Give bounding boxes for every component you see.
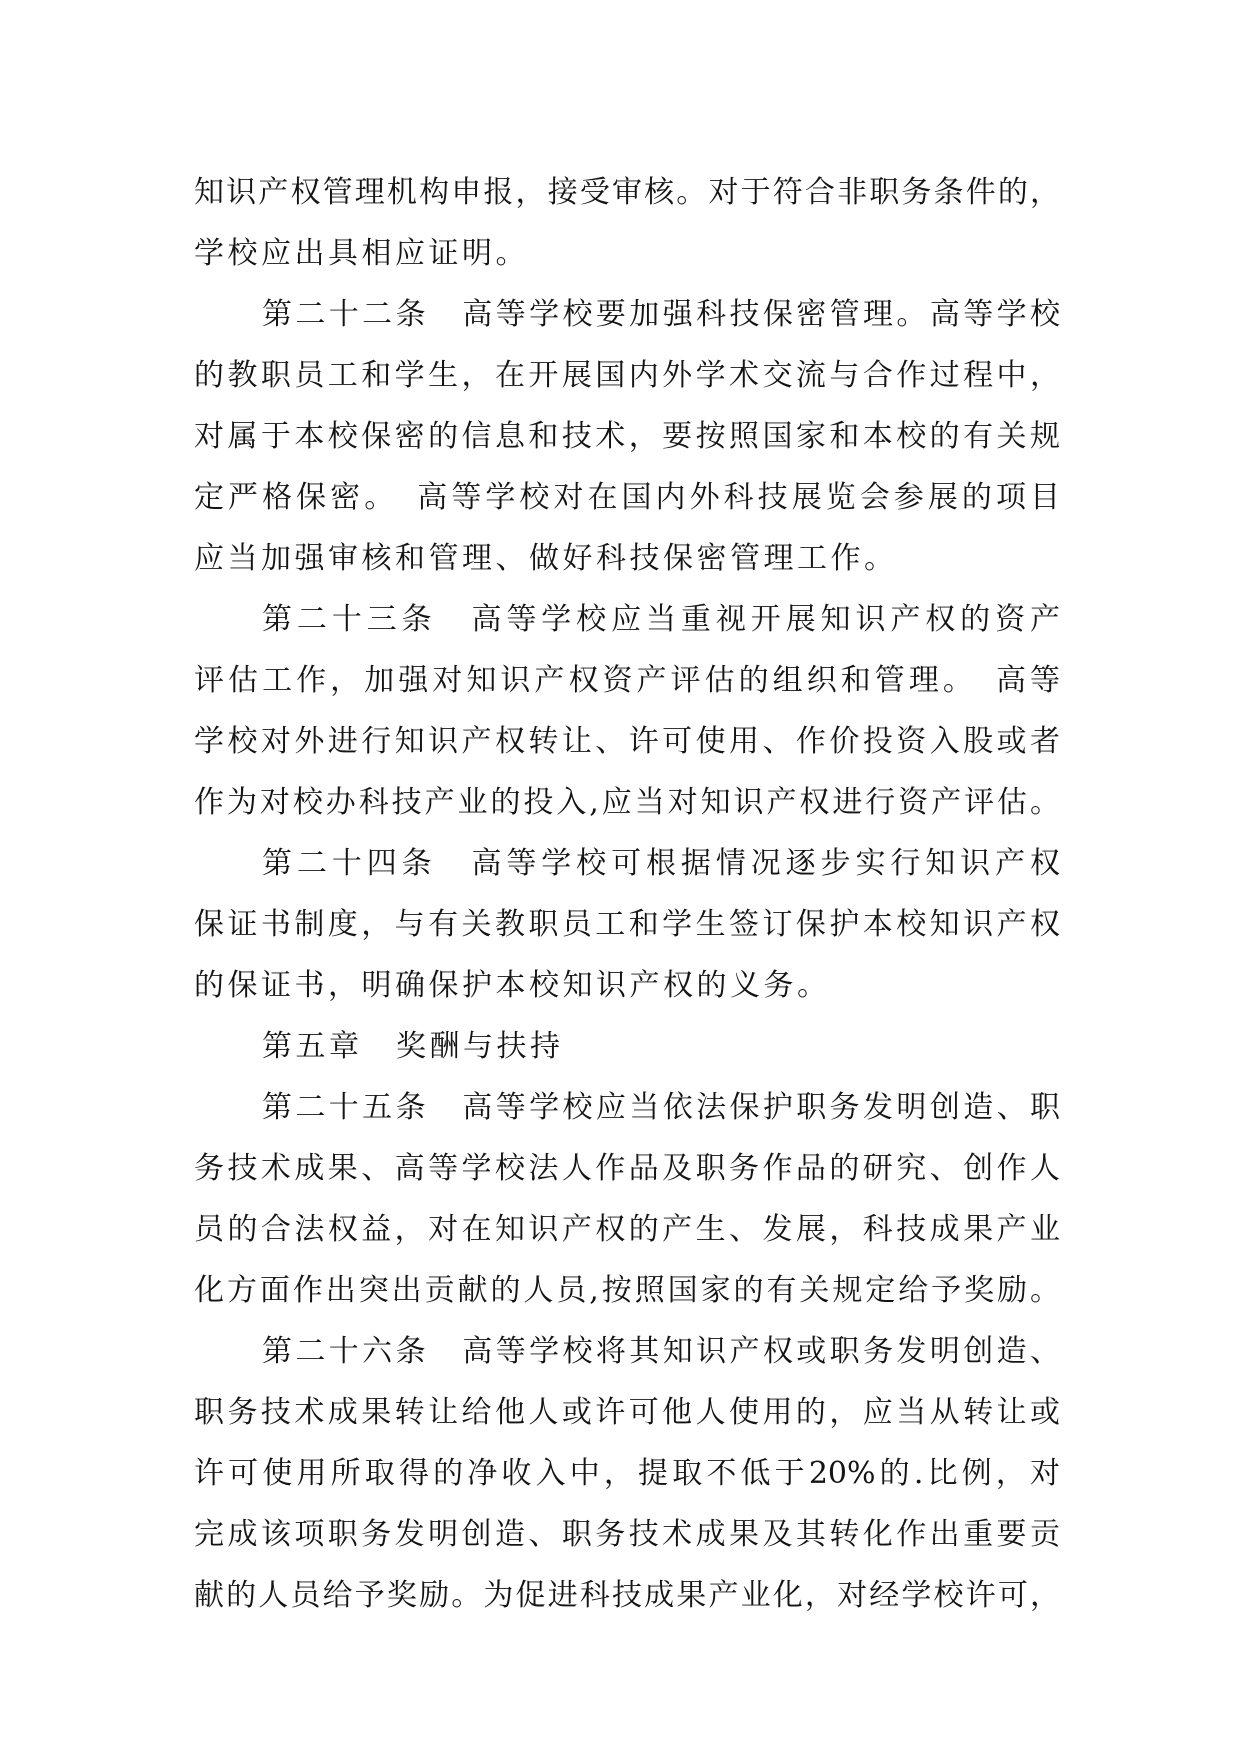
paragraph-article-23 (194, 589, 1060, 833)
paragraph-article-25 (194, 1077, 1060, 1321)
article-heading-line: 第二十二条 高等学校要加强科技保密管理。高等学校 (262, 297, 1060, 332)
text-line: 定严格保密。 高等学校对在国内外科技展览会参展的项目 (194, 480, 1060, 515)
text-line: 的教职员工和学生，在开展国内外学术交流与合作过程中， (194, 358, 1060, 393)
text-line: 对属于本校保密的信息和技术，要按照国家和本校的有关规 (194, 419, 1060, 454)
paragraph-article-26 (194, 1321, 1060, 1626)
document-body (194, 162, 1060, 1626)
text-line: 化方面作出突出贡献的人员,按照国家的有关规定给予奖励。 (194, 1273, 1060, 1308)
text-line: 许可使用所取得的净收入中，提取不低于20%的.比例，对 (194, 1456, 1060, 1491)
article-heading-line: 第二十三条 高等学校应当重视开展知识产权的资产 (262, 602, 1060, 637)
text-line: 完成该项职务发明创造、职务技术成果及其转化作出重要贡 (194, 1517, 1060, 1552)
text-line: 应当加强审核和管理、做好科技保密管理工作。 (194, 541, 898, 576)
text-line: 保证书制度，与有关教职员工和学生签订保护本校知识产权 (194, 907, 1060, 942)
text-line: 务技术成果、高等学校法人作品及职务作品的研究、创作人 (194, 1151, 1060, 1186)
text-line: 作为对校办科技产业的投入,应当对知识产权进行资产评估。 (194, 785, 1060, 820)
text-line: 员的合法权益，对在知识产权的产生、发展，科技成果产业 (194, 1212, 1060, 1247)
text-line: 学校应出具相应证明。 (194, 236, 529, 271)
article-heading-line: 第二十五条 高等学校应当依法保护职务发明创造、职 (262, 1090, 1060, 1125)
paragraph-article-24 (194, 833, 1060, 1016)
text-line: 评估工作，加强对知识产权资产评估的组织和管理。 高等 (194, 663, 1060, 698)
article-heading-line: 第二十四条 高等学校可根据情况逐步实行知识产权 (262, 846, 1060, 881)
text-line: 职务技术成果转让给他人或许可他人使用的，应当从转让或 (194, 1395, 1060, 1430)
article-heading-line: 第二十六条 高等学校将其知识产权或职务发明创造、 (262, 1334, 1060, 1369)
chapter-title: 第五章 奖酬与扶持 (262, 1029, 564, 1064)
paragraph (194, 162, 1060, 284)
paragraph-article-22 (194, 284, 1060, 589)
text-line: 的保证书，明确保护本校知识产权的义务。 (194, 968, 831, 1003)
text-line: 献的人员给予奖励。为促进科技成果产业化，对经学校许可， (194, 1578, 1060, 1613)
text-line: 知识产权管理机构申报，接受审核。对于符合非职务条件的， (194, 175, 1060, 210)
chapter-heading (194, 1016, 1060, 1077)
text-line: 学校对外进行知识产权转让、许可使用、作价投资入股或者 (194, 724, 1060, 759)
